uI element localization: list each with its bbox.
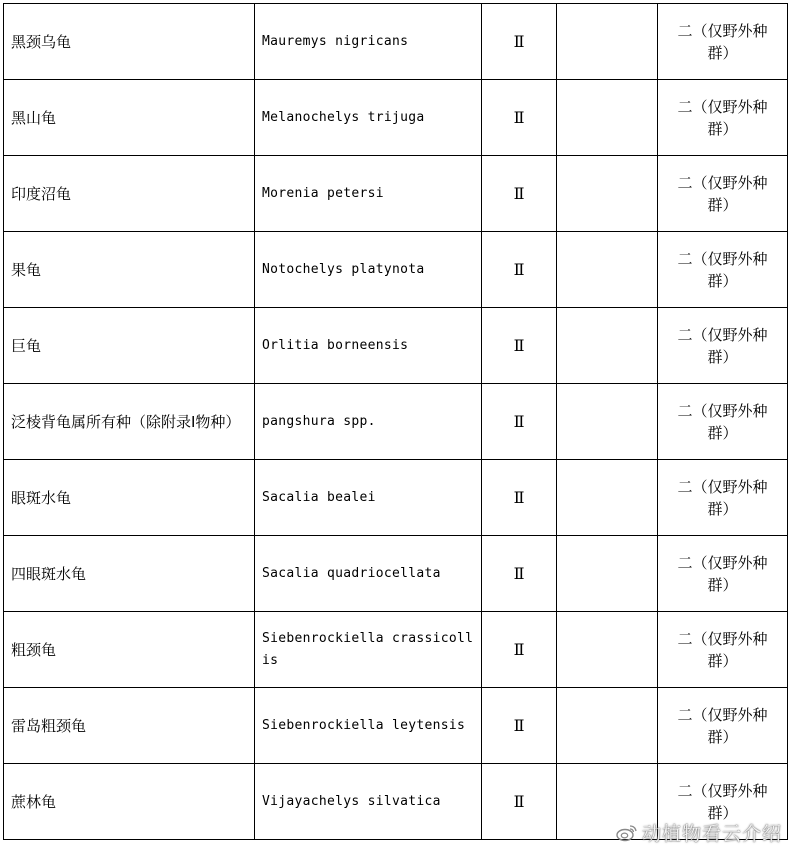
- scientific-name-cell: Vijayachelys silvatica: [255, 764, 482, 840]
- appendix-cell: Ⅱ: [482, 688, 557, 764]
- protection-level-cell: 二（仅野外种群）: [658, 232, 788, 308]
- protection-level-cell: 二（仅野外种群）: [658, 688, 788, 764]
- common-name-cell: 眼斑水龟: [4, 460, 255, 536]
- scientific-name-cell: pangshura spp.: [255, 384, 482, 460]
- common-name-cell: 巨龟: [4, 308, 255, 384]
- common-name-cell: 四眼斑水龟: [4, 536, 255, 612]
- table-row: [4, 688, 788, 764]
- blank-cell: [557, 384, 658, 460]
- common-name-cell: 蔗林龟: [4, 764, 255, 840]
- appendix-cell: Ⅱ: [482, 536, 557, 612]
- blank-cell: [557, 688, 658, 764]
- appendix-cell: Ⅱ: [482, 232, 557, 308]
- blank-cell: [557, 156, 658, 232]
- common-name-cell: 果龟: [4, 232, 255, 308]
- table-row: [4, 308, 788, 384]
- weibo-icon: [616, 824, 638, 842]
- blank-cell: [557, 460, 658, 536]
- protection-level-cell: 二（仅野外种群）: [658, 80, 788, 156]
- common-name-cell: 黑颈乌龟: [4, 4, 255, 80]
- scientific-name-cell: Mauremys nigricans: [255, 4, 482, 80]
- scientific-name-cell: Orlitia borneensis: [255, 308, 482, 384]
- scientific-name-cell: Siebenrockiella crassicollis: [255, 612, 482, 688]
- blank-cell: [557, 612, 658, 688]
- table-row: [4, 156, 788, 232]
- protection-level-cell: 二（仅野外种群）: [658, 612, 788, 688]
- table-row: [4, 384, 788, 460]
- common-name-cell: 印度沼龟: [4, 156, 255, 232]
- table-row: [4, 460, 788, 536]
- blank-cell: [557, 536, 658, 612]
- scientific-name-cell: Siebenrockiella leytensis: [255, 688, 482, 764]
- common-name-cell: 雷岛粗颈龟: [4, 688, 255, 764]
- scientific-name-cell: Melanochelys trijuga: [255, 80, 482, 156]
- watermark: [616, 819, 782, 846]
- scientific-name-cell: Sacalia bealei: [255, 460, 482, 536]
- common-name-cell: 泛棱背龟属所有种（除附录I物种）: [4, 384, 255, 460]
- table-row: [4, 232, 788, 308]
- appendix-cell: Ⅱ: [482, 308, 557, 384]
- scientific-name-cell: Sacalia quadriocellata: [255, 536, 482, 612]
- appendix-cell: Ⅱ: [482, 460, 557, 536]
- table-body: [4, 4, 788, 840]
- blank-cell: [557, 308, 658, 384]
- watermark-text: 动植物看云介绍: [641, 823, 782, 845]
- blank-cell: [557, 232, 658, 308]
- protection-level-cell: 二（仅野外种群）: [658, 4, 788, 80]
- table-row: [4, 536, 788, 612]
- common-name-cell: 黑山龟: [4, 80, 255, 156]
- species-table: [3, 3, 788, 840]
- appendix-cell: Ⅱ: [482, 384, 557, 460]
- appendix-cell: Ⅱ: [482, 764, 557, 840]
- table-row: [4, 80, 788, 156]
- blank-cell: [557, 80, 658, 156]
- blank-cell: [557, 4, 658, 80]
- table-row: [4, 4, 788, 80]
- appendix-cell: Ⅱ: [482, 612, 557, 688]
- scientific-name-cell: Morenia petersi: [255, 156, 482, 232]
- protection-level-cell: 二（仅野外种群）: [658, 764, 788, 840]
- scientific-name-cell: Notochelys platynota: [255, 232, 482, 308]
- appendix-cell: Ⅱ: [482, 80, 557, 156]
- protection-level-cell: 二（仅野外种群）: [658, 460, 788, 536]
- appendix-cell: Ⅱ: [482, 156, 557, 232]
- protection-level-cell: 二（仅野外种群）: [658, 384, 788, 460]
- common-name-cell: 粗颈龟: [4, 612, 255, 688]
- protection-level-cell: 二（仅野外种群）: [658, 156, 788, 232]
- appendix-cell: Ⅱ: [482, 4, 557, 80]
- table-row: [4, 612, 788, 688]
- protection-level-cell: 二（仅野外种群）: [658, 536, 788, 612]
- protection-level-cell: 二（仅野外种群）: [658, 308, 788, 384]
